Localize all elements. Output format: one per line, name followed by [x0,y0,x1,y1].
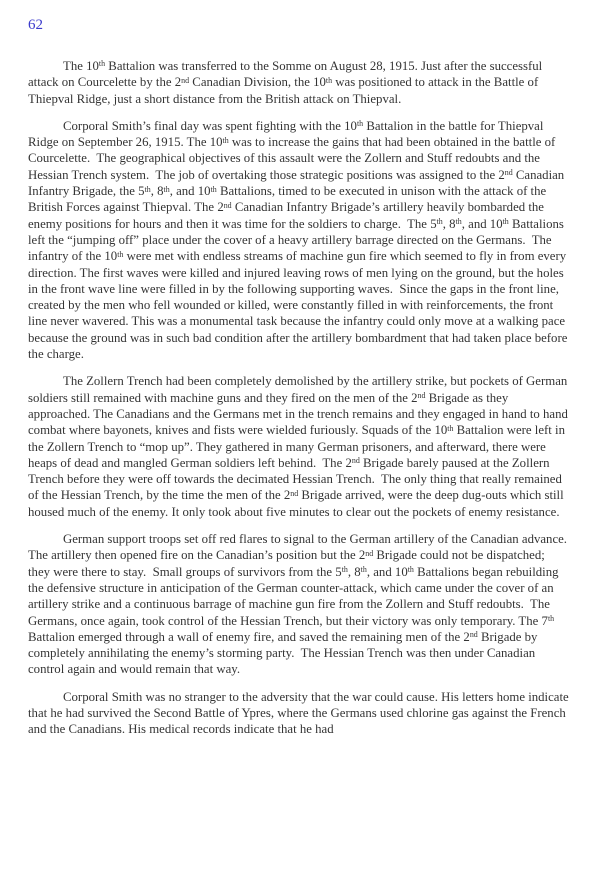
ordinal-superscript: th [144,184,151,194]
ordinal-superscript: th [325,75,333,85]
ordinal-superscript: nd [469,630,478,640]
ordinal-superscript: nd [504,168,513,178]
ordinal-superscript: th [407,565,414,575]
ordinal-superscript: nd [351,456,360,466]
paragraph: The Zollern Trench had been completely demolished by the artillery strike, but pockets of German soldiers still remained with machine guns and they fired on the men of the 2nd Brigade as they approached. The Canadians and the Germans met in the trench remains and they engaged in hand to hand combat where bayonets, knives and fists were wielded furiously. Squads of the 10th Battalion were left in the Zollern Trench to “mop up”. They gathered in many German prisoners, and afterward, there were heaps of dead and mangled German soldiers left behind. The 2nd Brigade barely paused at the Zollern Trench before they were off towards the decimated Hessian Trench. The only thing that really remained of the Hessian Trench, by the time the men of the 2nd Brigade arrived, were the deep dug-outs which still housed much of the enemy. It only took about five minutes to clear out the pockets of enemy resistance. [28,374,572,519]
ordinal-superscript: nd [181,75,190,85]
ordinal-superscript: th [222,135,229,145]
ordinal-superscript: nd [365,548,374,558]
ordinal-superscript: th [455,217,462,227]
ordinal-superscript: th [356,119,364,129]
paragraph: Corporal Smith’s final day was spent fighting with the 10th Battalion in the battle for Thiepval Ridge on September 26, 1915. The 10th was to increase the gains that had been obtained in the battle of Courcelette. The geographical objectives of this assault were the Zollern and Stuff redoubts and the Hessian Trench system. The job of overtaking those strategic positions was assigned to the 2nd Canadian Infantry Brigade, the 5th, 8th, and 10th Battalions, timed to be executed in unison with the attack of the British Forces against Thiepval. The 2nd Canadian Infantry Brigade’s artillery heavily bombarded the enemy positions for hours and then it was time for the soldiers to charge. The 5th, 8th, and 10th Battalions left the “jumping off” place under the cover of a heavy artillery barrage directed on the Germans. The infantry of the 10th were met with endless streams of machine gun fire which seemed to fly in from every direction. The first waves were killed and injured leaving rows of men lying on the ground, but the holes in the front wave line were filled in by the following supporting waves. Since the gaps in the front line, created by the men who fell wounded or killed, were constantly filled in with reinforcements, the front line never wavered. This was a monumental task because the infantry could only move at a walking pace because the ground was in such bad condition after the artillery bombardment that had taken place before the charge. [28,118,571,362]
page-number: 62 [28,17,43,33]
document-body [28,58,570,738]
ordinal-superscript: th [98,59,106,69]
ordinal-superscript: nd [417,391,426,401]
paragraph: German support troops set off red flares to signal to the German artillery of the Canadian advance. The artillery then opened fire on the Canadian’s position but the 2nd Brigade could not be dispatched; they were there to stay. Small groups of survivors from the 5th, 8th, and 10th Battalions began rebuilding the defensive structure in anticipation of the German counter-attack, which came under the cover of an artillery strike and a continuous barrage of machine gun fire from the Zollern and Stuff redoubts. The Germans, once again, took control of the Hessian Trench, but their victory was only temporary. The 7th Battalion emerged through a wall of enemy fire, and saved the remaining men of the 2nd Brigade by completely annihilating the enemy’s storming party. The Hessian Trench was then under Canadian control again and would remain that way. [28,532,570,677]
ordinal-superscript: th [547,613,555,623]
ordinal-superscript: th [163,184,170,194]
paragraph: Corporal Smith was no stranger to the adversity that the war could cause. His letters home indicate that he had survived the Second Battle of Ypres, where the Germans used chlorine gas against the French and the Canadians. His medical records indicate that he had [28,689,572,737]
ordinal-superscript: nd [223,200,232,210]
ordinal-superscript: th [360,565,367,575]
ordinal-superscript: th [447,423,454,433]
ordinal-superscript: th [341,565,348,575]
paragraph: The 10th Battalion was transferred to the Somme on August 28, 1915. Just after the successful attack on Courcelette by the 2nd Canadian Division, the 10th was positioned to attack in the Battle of Thiepval Ridge, just a short distance from the British attack on Thiepval. [28,59,546,106]
ordinal-superscript: nd [290,488,299,498]
ordinal-superscript: th [436,217,443,227]
ordinal-superscript: th [210,184,217,194]
ordinal-superscript: th [502,217,509,227]
ordinal-superscript: th [117,249,124,259]
